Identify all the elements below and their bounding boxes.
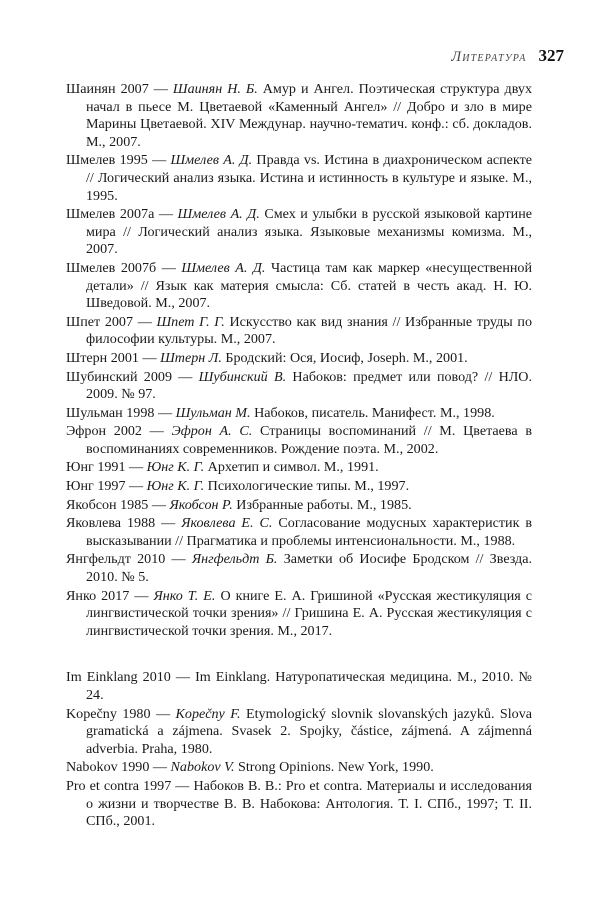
entry-key: Kopečny 1980: [66, 705, 151, 722]
entry-text: Etymologický slovnik slovanských jazyků. Slova gramatická a zájmena. Svasek 2. Spojky, částice, zájmená. A zájmenná adverbia. Praha, 1980.: [86, 705, 533, 757]
entry-text: Согласование модусных характеристик в высказывании // Прагматика и проблемы интенсиональности. М., 1988.: [86, 515, 533, 549]
entry-text: Искусство как вид знания // Избранные труды по философии культуры. М., 2007.: [86, 313, 532, 348]
entry-author: Юнг К. Г.: [146, 478, 205, 495]
entry-key: Шульман 1998: [66, 404, 155, 421]
entry-key: Яковлева 1988: [66, 515, 156, 532]
entry-author: Шмелев А. Д.: [181, 259, 266, 276]
entry-author: Nabokov V.: [170, 759, 235, 776]
bibliography-entry: Шульман 1998 — Шульман М. Набоков, писатель. Манифест. М., 1998.: [66, 404, 495, 421]
entry-text: Правда vs. Истина в диахроническом аспекте // Логический анализ языка. Истина и истинность в культуре и языке. М., 1995.: [86, 152, 533, 204]
bibliography-entry: Шмелев 1995 — Шмелев А. Д. Правда vs. Истина в диахроническом аспекте // Логический анализ языка. Истина и истинность в культуре и языке. М., 1995.: [66, 152, 533, 204]
entry-author: Шмелев А. Д.: [177, 206, 260, 223]
entry-text: Набоков: предмет или повод? // НЛО. 2009. № 97.: [86, 368, 533, 403]
entry-author: Шпет Г. Г.: [156, 313, 225, 330]
entry-author: Янгфельдт Б.: [191, 551, 278, 568]
entry-key: Nabokov 1990: [66, 759, 150, 776]
bibliography-entry: Юнг 1991 — Юнг К. Г. Архетип и символ. М., 1991.: [66, 459, 379, 476]
bibliography-entry: Янко 2017 — Янко Т. Е. О книге Е. А. Гришиной «Русская жестикуляция с лингвистической точки зрения» // Гришина Е. А. Русская жестикуляция с лингвистической точки зрения. М., 2017.: [66, 587, 532, 639]
entry-text: Заметки об Иосифе Бродском // Звезда. 2010. № 5.: [86, 551, 533, 586]
entry-author: Kopečny F.: [175, 705, 241, 722]
bibliography-list: [66, 81, 532, 832]
entry-author: Янко Т. Е.: [153, 587, 216, 604]
entry-author: Шаинян Н. Б.: [172, 81, 258, 97]
entry-author: Юнг К. Г.: [146, 459, 205, 476]
bibliography-entry: Шубинский 2009 — Шубинский В. Набоков: предмет или повод? // НЛО. 2009. № 97.: [66, 368, 533, 403]
bibliography-entry: Шмелев 2007б — Шмелев А. Д. Частица там как маркер «несущественной детали» // Язык как материя смысла: Сб. статей в честь акад. Н. Ю. Шведовой. М., 2007.: [66, 259, 532, 312]
entry-author: Шульман М.: [175, 404, 251, 421]
entry-text: Психологические типы. М., 1997.: [207, 478, 410, 495]
cyrillic-entries: [66, 81, 532, 640]
entry-text: Набоков В. В.: Pro et contra. Материалы и исследования о жизни и творчестве В. В. Набокова: Антология. Т. I. СПб., 1997; Т. II. СПб., 2001.: [86, 777, 532, 830]
entry-key: Якобсон 1985: [66, 496, 149, 513]
entry-text: Набоков, писатель. Манифест. М., 1998.: [254, 404, 495, 421]
bibliography-entry: Шмелев 2007а — Шмелев А. Д. Смех и улыбки в русской языковой картине мира // Логический анализ языка. Языковые механизмы комизма. М., 2007.: [66, 206, 532, 258]
entry-key: Юнг 1997: [66, 478, 126, 495]
entry-key: Im Einklang 2010: [66, 669, 171, 686]
entry-key: Шмелев 2007а: [66, 206, 155, 223]
entry-text: Бродский: Ося, Иосиф, Joseph. М., 2001.: [225, 349, 468, 366]
bibliography-entry: Pro et contra 1997 — Набоков В. В.: Pro et contra. Материалы и исследования о жизни и творчестве В. В. Набокова: Антология. Т. I. СПб., 1997; Т. II. СПб., 2001.: [66, 777, 532, 830]
bibliography-entry: Kopečny 1980 — Kopečny F. Etymologický slovnik slovanských jazyků. Slova gramatická a zájmena. Svasek 2. Spojky, částice, zájmená. A zájmenná adverbia. Praha, 1980.: [66, 705, 533, 757]
entry-key: Шпет 2007: [66, 313, 134, 330]
bibliography-entry: Шаинян 2007 — Шаинян Н. Б. Амур и Ангел. Поэтическая структура двух начал в пьесе М. Цветаевой «Каменный Ангел» // Добро и зло в мире Марины Цветаевой. XIV Междунар. научно-тематич. конф.: сб. докладов. М., 2007.: [66, 81, 532, 150]
entry-author: Яковлева Е. С.: [181, 515, 273, 532]
entry-key: Шмелев 2007б: [66, 259, 157, 276]
bibliography-entry: Юнг 1997 — Юнг К. Г. Психологические типы. М., 1997.: [66, 478, 410, 495]
entry-key: Шаинян 2007: [66, 81, 149, 97]
entry-text: Страницы воспоминаний // М. Цветаева в воспоминаниях современников. Рождение поэта. М., 2002.: [86, 423, 533, 457]
entry-author: Штерн Л.: [160, 349, 222, 366]
entry-key: Эфрон 2002: [66, 423, 142, 440]
entry-text: О книге Е. А. Гришиной «Русская жестикуляция с лингвистической точки зрения» // Гришина Е. А. Русская жестикуляция с лингвистической точки зрения. М., 2017.: [86, 587, 532, 639]
entry-key: Pro et contra 1997: [66, 777, 172, 794]
entry-text: Архетип и символ. М., 1991.: [207, 459, 379, 476]
section-gap: [66, 641, 532, 669]
entry-key: Юнг 1991: [66, 459, 126, 476]
bibliography-entry: Якобсон 1985 — Якобсон Р. Избранные работы. М., 1985.: [66, 496, 412, 513]
entry-text: Частица там как маркер «несущественной детали» // Язык как материя смысла: Сб. статей в честь акад. Н. Ю. Шведовой. М., 2007.: [86, 259, 532, 312]
bibliography-entry: Штерн 2001 — Штерн Л. Бродский: Ося, Иосиф, Joseph. М., 2001.: [66, 349, 468, 366]
entry-text: Смех и улыбки в русской языковой картине мира // Логический анализ языка. Языковые механизмы комизма. М., 2007.: [86, 206, 532, 258]
bibliography-entry: Nabokov 1990 — Nabokov V. Strong Opinions. New York, 1990.: [66, 759, 434, 776]
bibliography-entry: Im Einklang 2010 — Im Einklang. Натуропатическая медицина. М., 2010. № 24.: [66, 669, 532, 703]
bibliography-entry: Шпет 2007 — Шпет Г. Г. Искусство как вид знания // Избранные труды по философии культуры. М., 2007.: [66, 313, 532, 348]
entry-author: Эфрон А. С.: [171, 423, 253, 440]
entry-author: Шубинский В.: [198, 368, 287, 385]
bibliography-entry: Янгфельдт 2010 — Янгфельдт Б. Заметки об Иосифе Бродском // Звезда. 2010. № 5.: [66, 551, 533, 586]
page-number: 327: [538, 46, 564, 65]
entry-author: Шмелев А. Д.: [170, 152, 253, 169]
running-head: [451, 46, 564, 66]
entry-key: Штерн 2001: [66, 349, 139, 366]
section-title: Литература: [451, 49, 527, 65]
entry-text: Амур и Ангел. Поэтическая структура двух начал в пьесе М. Цветаевой «Каменный Ангел» // Добро и зло в мире Марины Цветаевой. XIV Междунар. научно-тематич. конф.: сб. докладов. М., 2007.: [86, 81, 532, 150]
latin-entries: [66, 669, 532, 830]
entry-key: Янгфельдт 2010: [66, 551, 166, 568]
entry-author: Якобсон Р.: [169, 496, 233, 513]
entry-key: Шмелев 1995: [66, 152, 148, 169]
entry-key: Янко 2017: [66, 587, 130, 604]
entry-key: Шубинский 2009: [66, 368, 172, 385]
entry-text: Im Einklang. Натуропатическая медицина. М., 2010. № 24.: [86, 669, 532, 703]
bibliography-entry: Эфрон 2002 — Эфрон А. С. Страницы воспоминаний // М. Цветаева в воспоминаниях современников. Рождение поэта. М., 2002.: [66, 423, 533, 457]
bibliography-entry: Яковлева 1988 — Яковлева Е. С. Согласование модусных характеристик в высказывании // Прагматика и проблемы интенсиональности. М., 1988.: [66, 515, 533, 549]
entry-text: Strong Opinions. New York, 1990.: [238, 759, 434, 776]
entry-text: Избранные работы. М., 1985.: [236, 496, 412, 513]
